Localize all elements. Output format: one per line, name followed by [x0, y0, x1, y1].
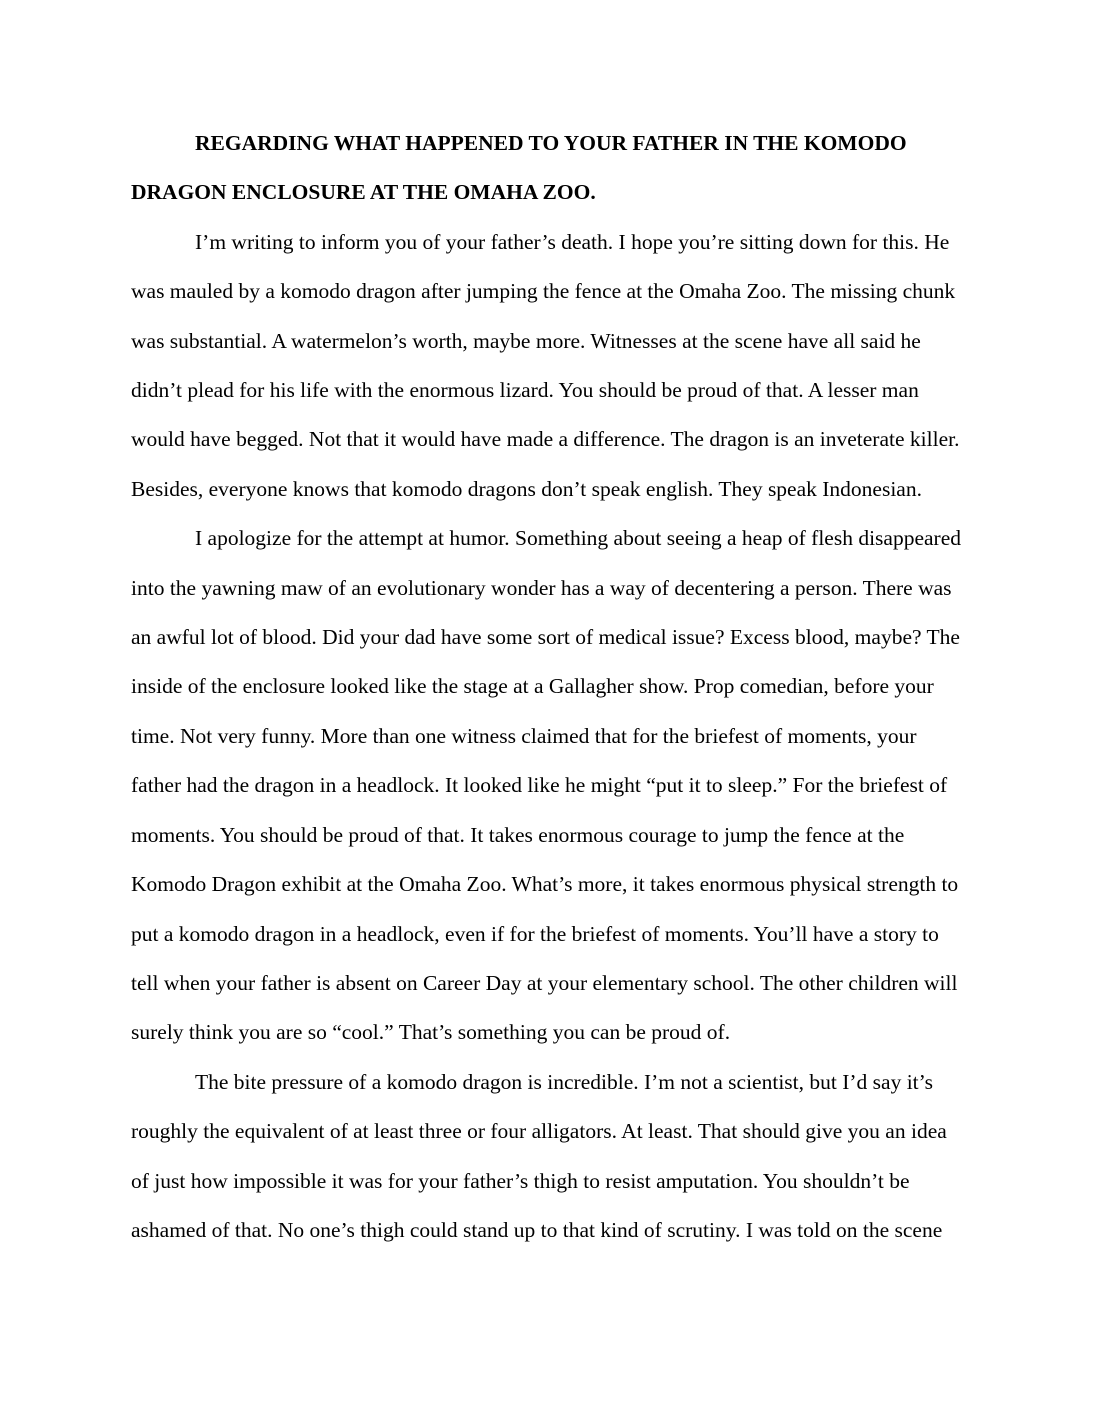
- story-title: REGARDING WHAT HAPPENED TO YOUR FATHER IN THE KOMODO DRAGON ENCLOSURE AT THE OMAHA ZOO.: [131, 131, 907, 205]
- page-content: [131, 119, 963, 1255]
- story-paragraph-2: I apologize for the attempt at humor. Something about seeing a heap of flesh disappeared into the yawning maw of an evolutionary wonder has a way of decentering a person. There was an awful lot of blood. Did your dad have some sort of medical issue? Excess blood, maybe? The inside of the enclosure looked like the stage at a Gallagher show. Prop comedian, before your time. Not very funny. More than one witness claimed that for the briefest of moments, your father had the dragon in a headlock. It looked like he might “put it to sleep.” For the briefest of moments. You should be proud of that. It takes enormous courage to jump the fence at the Komodo Dragon exhibit at the Omaha Zoo. What’s more, it takes enormous physical strength to put a komodo dragon in a headlock, even if for the briefest of moments. You’ll have a story to tell when your father is absent on Career Day at your elementary school. The other children will surely think you are so “cool.” That’s something you can be proud of.: [131, 526, 962, 1045]
- story-paragraph-3: The bite pressure of a komodo dragon is incredible. I’m not a scientist, but I’d say it’s roughly the equivalent of at least three or four alligators. At least. That should give you an idea of just how impossible it was for your father’s thigh to resist amputation. You shouldn’t be ashamed of that. No one’s thigh could stand up to that kind of scrutiny. I was told on the scene: [131, 1069, 947, 1242]
- story-paragraph-1: I’m writing to inform you of your father’s death. I hope you’re sitting down for this. He was mauled by a komodo dragon after jumping the fence at the Omaha Zoo. The missing chunk was substantial. A watermelon’s worth, maybe more. Witnesses at the scene have all said he didn’t plead for his life with the enormous lizard. You should be proud of that. A lesser man would have begged. Not that it would have made a difference. The dragon is an inveterate killer. Besides, everyone knows that komodo dragons don’t speak english. They speak Indonesian.: [131, 229, 960, 501]
